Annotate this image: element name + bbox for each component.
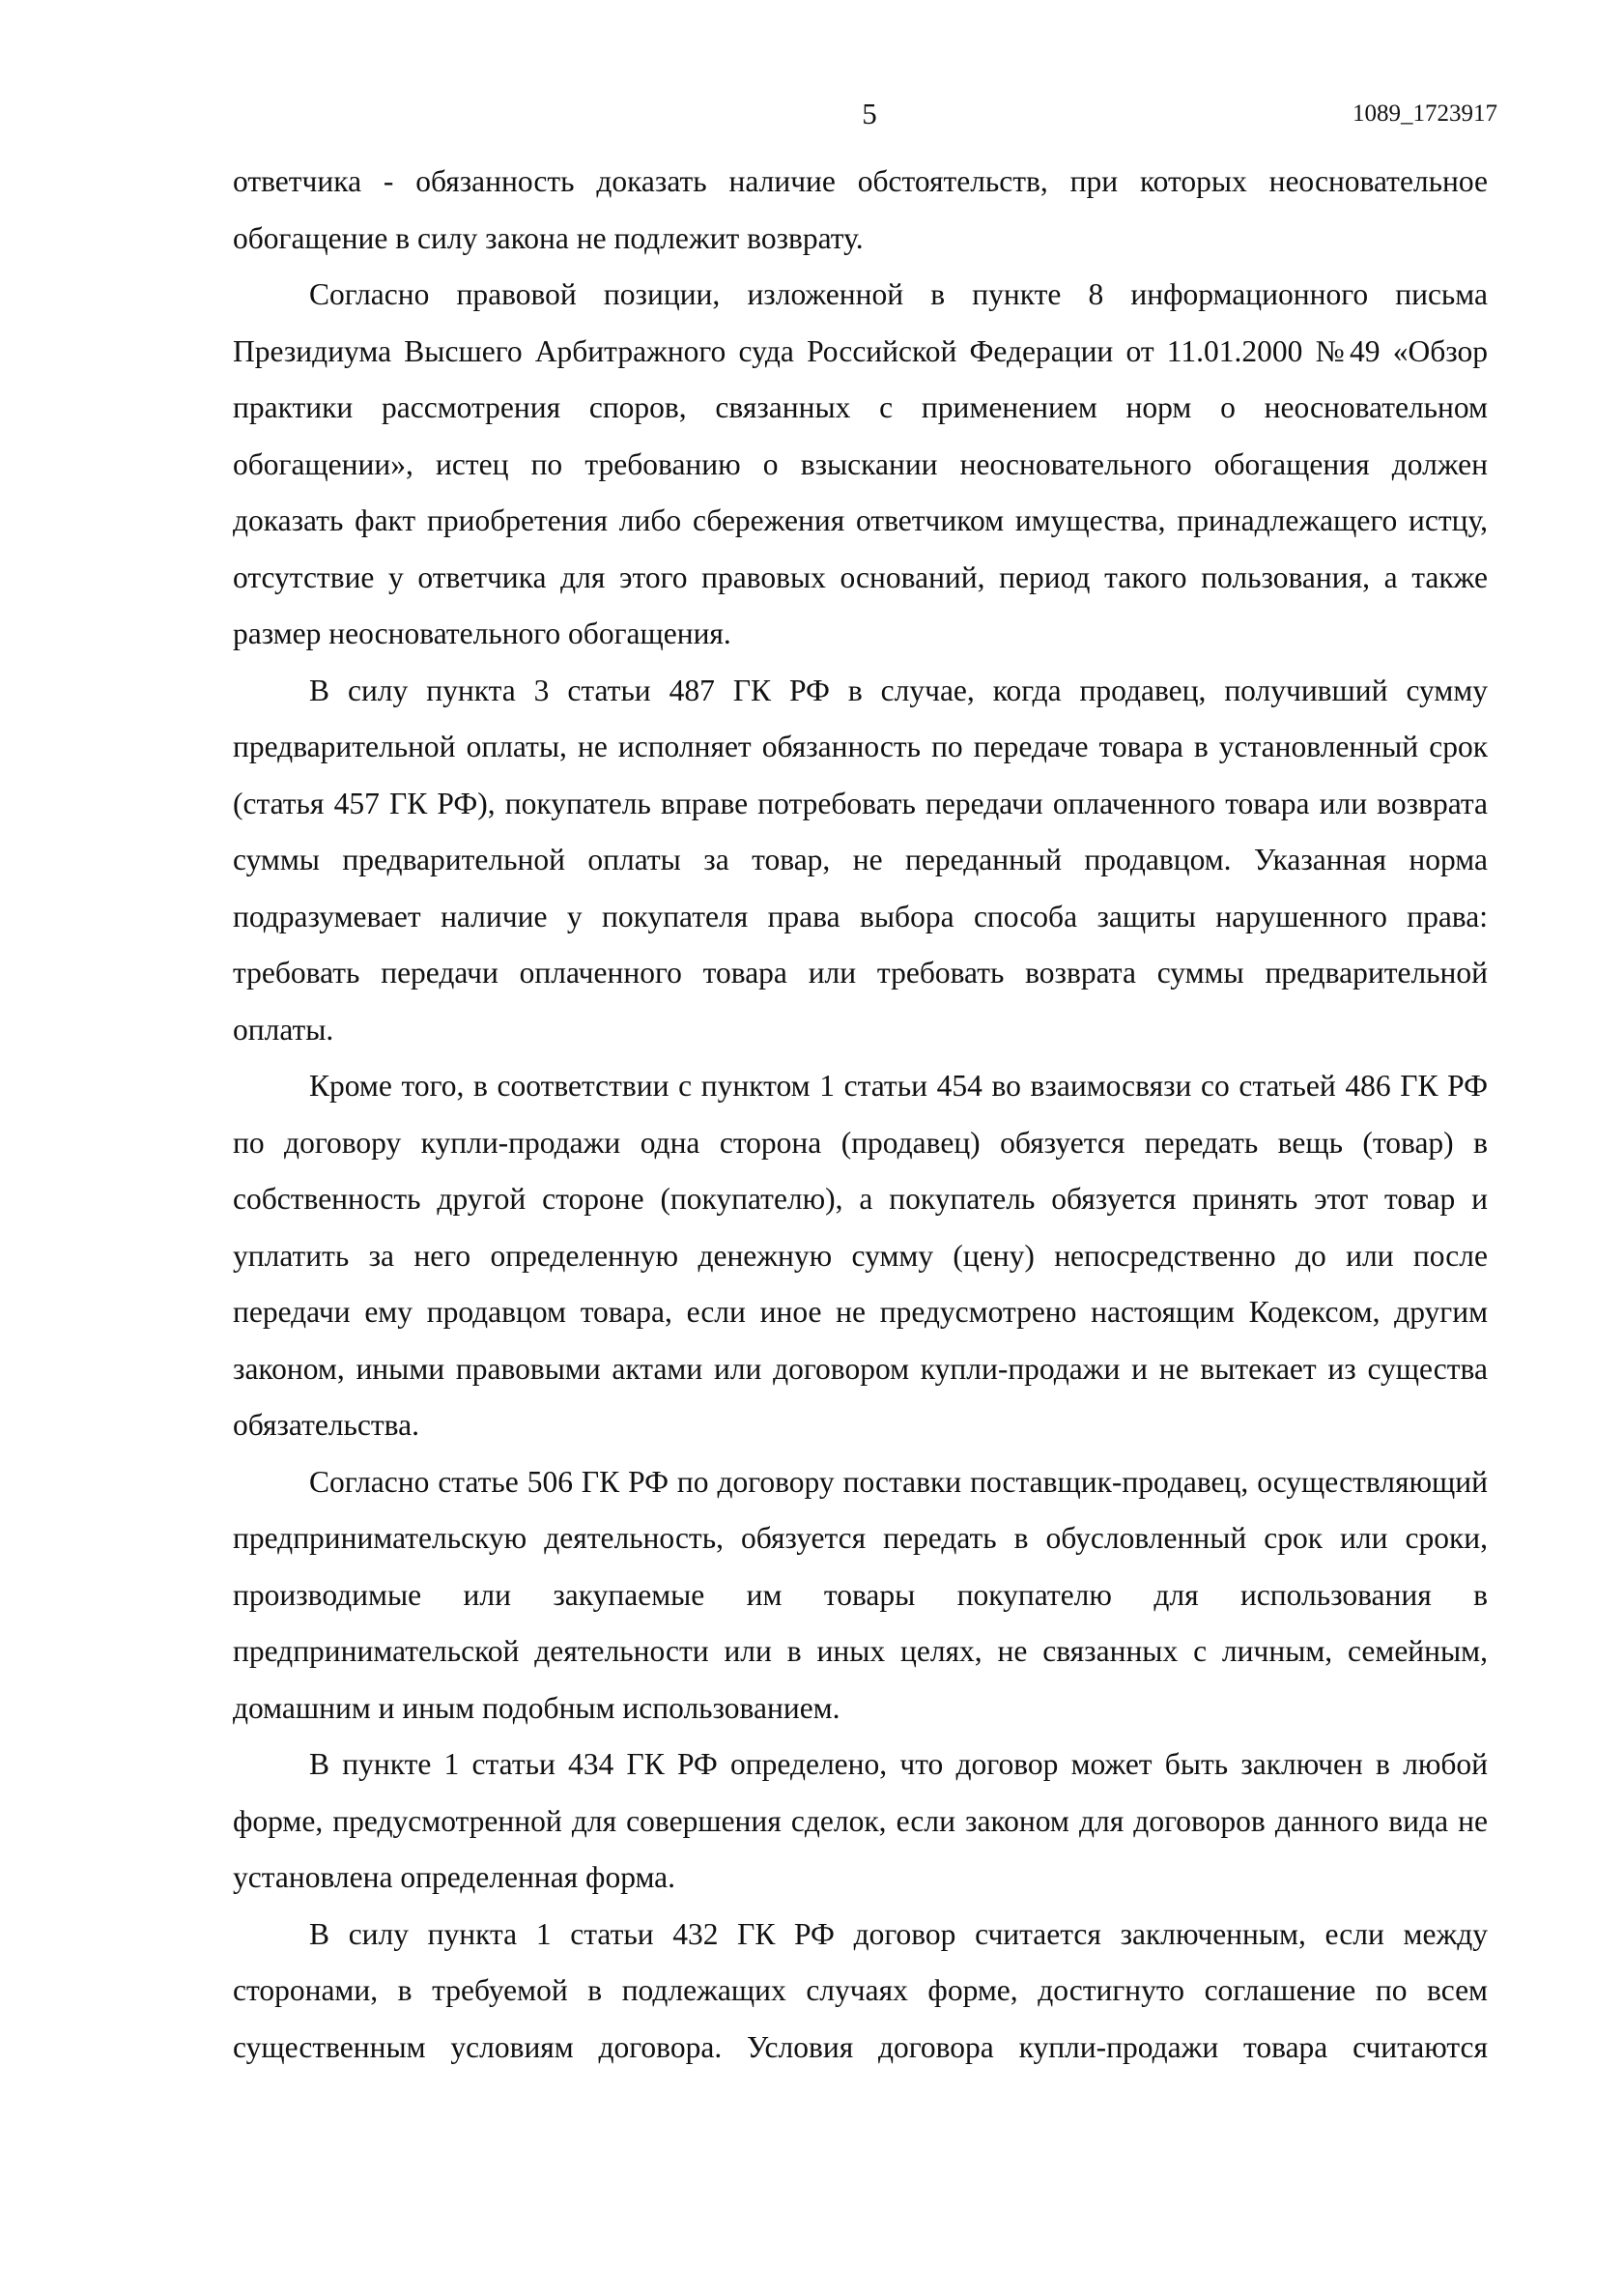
paragraph-5: Согласно статье 506 ГК РФ по договору поставки поставщик-продавец, осуществляющий предпринимательскую деятельность, обязуется передать в обусловленный срок или сроки, производимые или закупаемые им товары покупателю для использования в предпринимательской деятельности или в иных целях, не связанных с личным, семейным, домашним и иным подобным использованием. [233,1464,1488,1725]
page-number: 5 [862,97,877,130]
paragraph-6: В пункте 1 статьи 434 ГК РФ определено, что договор может быть заключен в любой форме, предусмотренной для совершения сделок, если законом для договоров данного вида не установлена определенная форма. [233,1747,1488,1894]
paragraph-3: В силу пункта 3 статьи 487 ГК РФ в случае, когда продавец, получивший сумму предварительной оплаты, не исполняет обязанность по передаче товара в установленный срок (статья 457 ГК РФ), покупатель вправе потребовать передачи оплаченного товара или возврата суммы предварительной оплаты за товар, не переданный продавцом. Указанная норма подразумевает наличие у покупателя права выбора способа защиты нарушенного права: требовать передачи оплаченного товара или требовать возврата суммы предварительной оплаты. [233,673,1488,1047]
document-id: 1089_1723917 [1352,100,1497,127]
document-body [233,154,1488,2076]
paragraph-2: Согласно правовой позиции, изложенной в пункте 8 информационного письма Президиума Высшего Арбитражного суда Российской Федерации от 11.01.2000 №49 «Обзор практики рассмотрения споров, связанных с применением норм о неосновательном обогащении», истец по требованию о взыскании неосновательного обогащения должен доказать факт приобретения либо сбережения ответчиком имущества, принадлежащего истцу, отсутствие у ответчика для этого правовых оснований, период такого пользования, а также размер неосновательного обогащения. [233,277,1488,650]
paragraph-1: ответчика - обязанность доказать наличие обстоятельств, при которых неосновательное обогащение в силу закона не подлежит возврату. [233,164,1488,255]
paragraph-4: Кроме того, в соответствии с пунктом 1 статьи 454 во взаимосвязи со статьей 486 ГК РФ по договору купли-продажи одна сторона (продавец) обязуется передать вещь (товар) в собственность другой стороне (покупателю), а покупатель обязуется принять этот товар и уплатить за него определенную денежную сумму (цену) непосредственно до или после передачи ему продавцом товара, если иное не предусмотрено настоящим Кодексом, другим законом, иными правовыми актами или договором купли-продажи и не вытекает из существа обязательства. [233,1069,1488,1442]
paragraph-7: В силу пункта 1 статьи 432 ГК РФ договор считается заключенным, если между сторонами, в требуемой в подлежащих случаях форме, достигнуто соглашение по всем существенным условиям договора. Условия договора купли-продажи товара считаются [233,1916,1488,2064]
